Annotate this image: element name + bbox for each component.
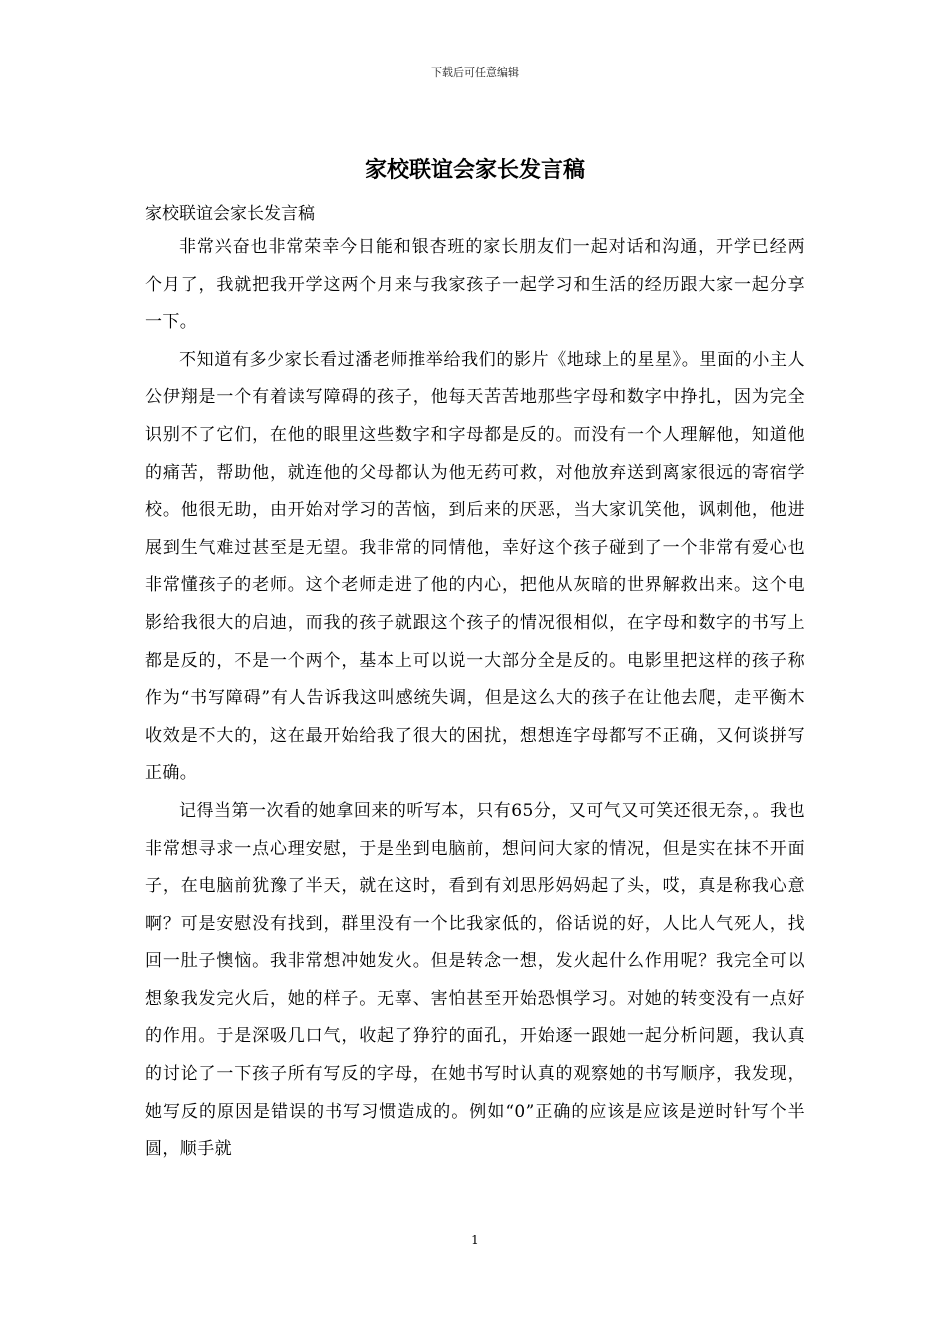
paragraph: 记得当第一次看的她拿回来的听写本，只有65分，又可气又可笑还很无奈，。我也非常想寻求一点心理安慰，于是坐到电脑前，想问问大家的情况，但是实在抹不开面子，在电脑前犹豫了半天，就在这时，看到有刘思彤妈妈起了头，哎，真是称我心意啊？可是安慰没有找到，群里没有一个比我家低的，俗话说的好，人比人气死人，找回一肚子懊恼。我非常想冲她发火。但是转念一想，发火起什么作用呢？我完全可以想象我发完火后，她的样子。无辜、害怕甚至开始恐惧学习。对她的转变没有一点好的作用。于是深吸几口气，收起了狰狞的面孔，开始逐一跟她一起分析问题，我认真的讨论了一下孩子所有写反的字母，在她书写时认真的观察她的书写顺序，我发现，她写反的原因是错误的书写习惯造成的。例如“0”正确的应该是应该是逆时针写个半圆，顺手就 xyxy=(145,800,805,1160)
page-number: 1 xyxy=(471,1233,479,1247)
document-body xyxy=(145,229,805,1169)
paragraph: 不知道有多少家长看过潘老师推举给我们的影片《地球上的星星》。里面的小主人公伊翔是一个有着读写障碍的孩子，他每天苦苦地那些字母和数字中挣扎，因为完全识别不了它们，在他的眼里这些数字和字母都是反的。而没有一个人理解他，知道他的痛苦，帮助他，就连他的父母都认为他无药可救，对他放弃送到离家很远的寄宿学校。他很无助，由开始对学习的苦恼，到后来的厌恶，当大家讥笑他，讽刺他，他进展到生气难过甚至是无望。我非常的同情他，幸好这个孩子碰到了一个非常有爱心也非常懂孩子的老师。这个老师走进了他的内心，把他从灰暗的世界解救出来。这个电影给我很大的启迪，而我的孩子就跟这个孩子的情况很相似，在字母和数字的书写上都是反的，不是一个两个，基本上可以说一大部分全是反的。电影里把这样的孩子称作为“书写障碍”有人告诉我这叫感统失调，但是这么大的孩子在让他去爬，走平衡木收效是不大的，这在最开始给我了很大的困扰，想想连字母都写不正确，又何谈拼写正确。 xyxy=(145,349,805,784)
document-title: 家校联谊会家长发言稿 xyxy=(364,157,585,183)
header-note: 下载后可任意编辑 xyxy=(431,66,519,79)
document-subtitle: 家校联谊会家长发言稿 xyxy=(145,204,315,224)
paragraph: 非常兴奋也非常荣幸今日能和银杏班的家长朋友们一起对话和沟通，开学已经两个月了，我就把我开学这两个月来与我家孩子一起学习和生活的经历跟大家一起分享一下。 xyxy=(145,237,805,333)
